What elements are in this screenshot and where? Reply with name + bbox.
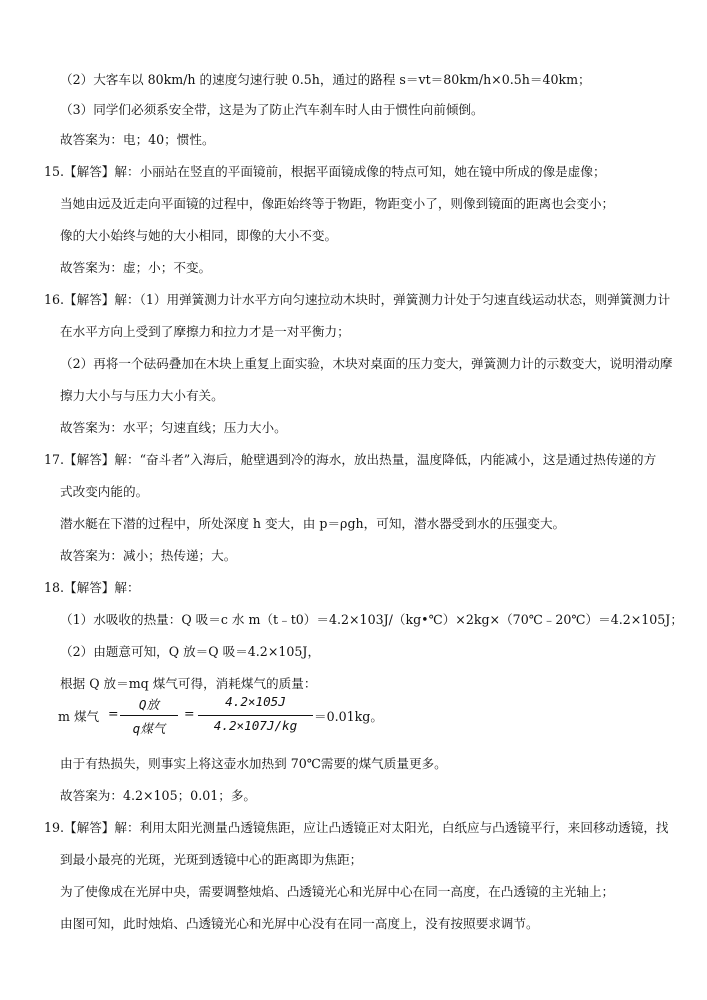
text-line: 当她由远及近走向平面镜的过程中，像距始终等于物距，物距变小了，则像到镜面的距离也会变小； bbox=[60, 196, 615, 211]
fraction-numerator: 4.2×105J bbox=[225, 694, 286, 709]
mass-formula bbox=[58, 694, 438, 738]
answer-heading-19: 19.【解答】解：利用太阳光测量凸透镜焦距，应让凸透镜正对太阳光，白纸应与凸透镜平行，来回移动透镜，找 bbox=[44, 820, 669, 835]
text-line: 故答案为：电；40；惯性。 bbox=[60, 132, 215, 147]
text-line: 故答案为：水平；匀速直线；压力大小。 bbox=[60, 420, 287, 435]
fraction-denominator: 4.2×107J/kg bbox=[213, 718, 298, 733]
text-line: （1）水吸收的热量：Q 吸＝c 水 m（t﹣t0）＝4.2×103J/（kg•℃）×2kg×（70℃﹣20℃）＝4.2×105J； bbox=[60, 612, 683, 627]
formula-lhs: m 煤气 bbox=[58, 709, 100, 724]
equals-sign: = bbox=[108, 706, 119, 721]
text-line: （2）由题意可知，Q 放＝Q 吸＝4.2×105J， bbox=[60, 644, 321, 659]
answer-heading-16: 16.【解答】解：（1）用弹簧测力计水平方向匀速拉动木块时，弹簧测力计处于匀速直线运动状态，则弹簧测力计 bbox=[44, 292, 671, 307]
text-line: 擦力大小与与压力大小有关。 bbox=[60, 388, 224, 403]
equals-sign: = bbox=[184, 706, 195, 721]
text-line: 由图可知，此时烛焰、凸透镜光心和光屏中心没有在同一高度上，没有按照要求调节。 bbox=[60, 916, 539, 931]
text-line: 在水平方向上受到了摩擦力和拉力才是一对平衡力； bbox=[60, 324, 350, 339]
fraction-symbolic bbox=[120, 694, 178, 738]
text-line: 故答案为：减小；热传递；大。 bbox=[60, 548, 237, 563]
fraction-numeric bbox=[198, 694, 313, 738]
fraction-bar bbox=[120, 715, 178, 716]
answer-heading-18: 18.【解答】解： bbox=[44, 580, 140, 595]
formula-result: ＝0.01kg。 bbox=[314, 709, 383, 724]
text-line: 式改变内能的。 bbox=[60, 484, 149, 499]
text-line: 到最小最亮的光斑，光斑到透镜中心的距离即为焦距； bbox=[60, 852, 363, 867]
text-line: 根据 Q 放＝mq 煤气可得，消耗煤气的质量： bbox=[60, 676, 317, 691]
text-line: 为了使像成在光屏中央，需要调整烛焰、凸透镜光心和光屏中心在同一高度，在凸透镜的主光轴上； bbox=[60, 884, 615, 899]
answer-heading-17: 17.【解答】解：“奋斗者”入海后，舱壁遇到冷的海水，放出热量，温度降低，内能减小，这是通过热传递的方 bbox=[44, 452, 657, 467]
text-line: 像的大小始终与她的大小相同，即像的大小不变。 bbox=[60, 228, 338, 243]
text-line: （3）同学们必须系安全带，这是为了防止汽车刹车时人由于惯性向前倾倒。 bbox=[60, 102, 484, 117]
text-line: 故答案为：4.2×105；0.01；多。 bbox=[60, 788, 257, 803]
text-line: （2）大客车以 80km/h 的速度匀速行驶 0.5h，通过的路程 s＝vt＝80km/h×0.5h＝40km； bbox=[60, 72, 591, 87]
text-line: 潜水艇在下潜的过程中，所处深度 h 变大，由 p＝ρgh，可知，潜水器受到水的压强变大。 bbox=[60, 516, 566, 531]
fraction-numerator: Q放 bbox=[138, 697, 160, 712]
fraction-bar bbox=[198, 715, 313, 716]
text-line: 故答案为：虚；小；不变。 bbox=[60, 260, 212, 275]
text-line: 由于有热损失，则事实上将这壶水加热到 70℃需要的煤气质量更多。 bbox=[60, 756, 447, 771]
fraction-denominator: q煤气 bbox=[132, 721, 166, 736]
answer-heading-15: 15.【解答】解：小丽站在竖直的平面镜前，根据平面镜成像的特点可知，她在镜中所成的像是虚像； bbox=[44, 164, 606, 179]
text-line: （2）再将一个砝码叠加在木块上重复上面实验，木块对桌面的压力变大，弹簧测力计的示数变大，说明滑动摩 bbox=[60, 356, 673, 371]
